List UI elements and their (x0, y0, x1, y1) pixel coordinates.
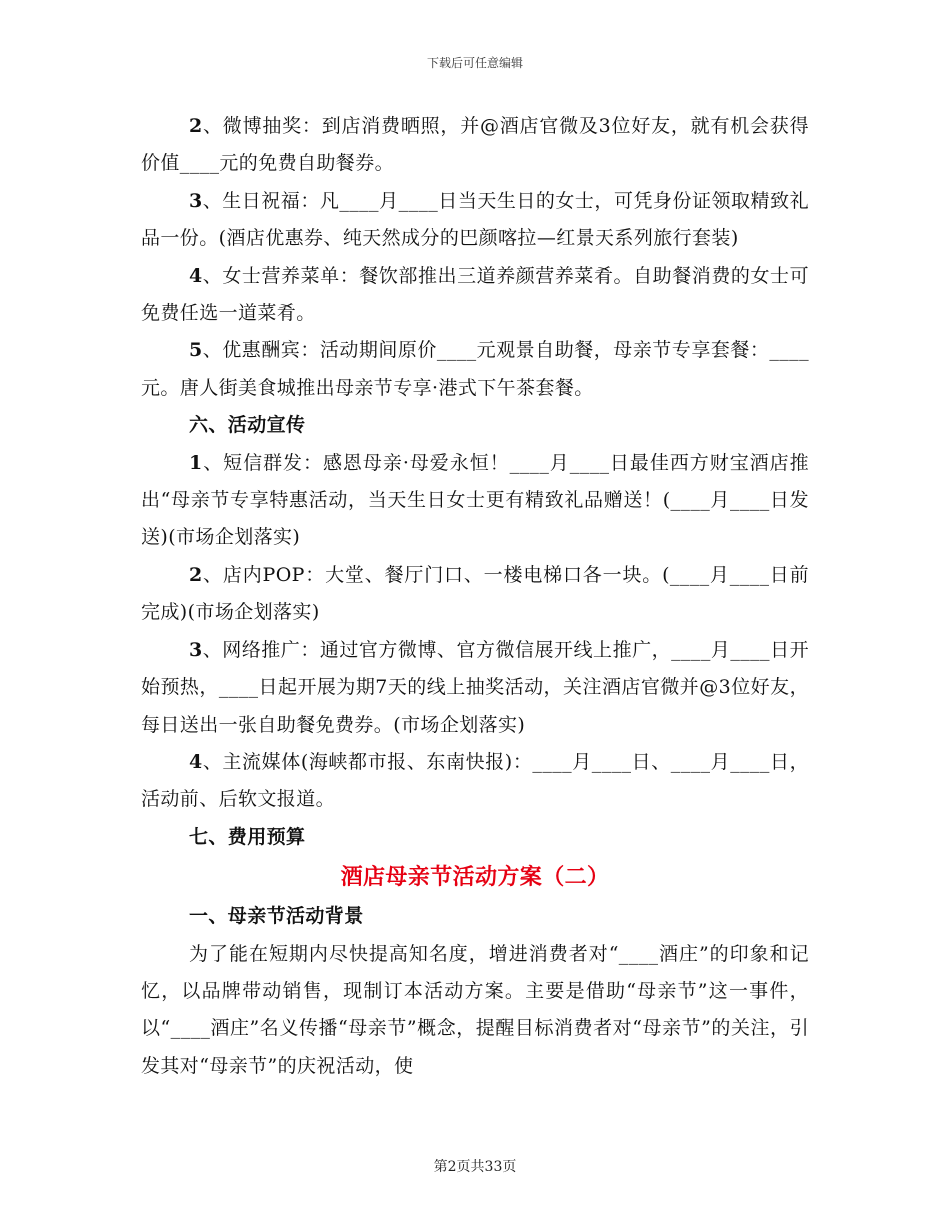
item-text: 、网络推广：通过官方微博、官方微信展开线上推广，____月____日开始预热，____日起开展为期7天的线上抽奖活动，关注酒店官微并@3位好友，每日送出一张自助餐免费券。(市场企划落实) (141, 638, 809, 736)
list-item (141, 557, 809, 632)
item-text: 、女士营养菜单：餐饮部推出三道养颜营养菜肴。自助餐消费的女士可免费任选一道菜肴。 (141, 264, 809, 325)
item-number: 4 (189, 750, 203, 773)
item-text: 、微博抽奖：到店消费晒照，并@酒店官微及3位好友，就有机会获得价值____元的免费自助餐券。 (141, 115, 809, 175)
item-number: 4 (189, 264, 203, 287)
item-text: 、短信群发：感恩母亲·母爱永恒！____月____日最佳西方财宝酒店推出“母亲节专享特惠活动，当天生日女士更有精致礼品赠送！(____月____日发送)(市场企划落实) (141, 451, 809, 549)
section-heading-background: 一、母亲节活动背景 (189, 905, 364, 928)
item-number: 3 (189, 189, 203, 212)
list-item (141, 258, 809, 333)
item-number: 1 (189, 451, 203, 474)
list-item (141, 183, 809, 258)
item-number: 2 (189, 115, 203, 137)
document-body (141, 108, 809, 1085)
item-text: 、店内POP：大堂、餐厅门口、一楼电梯口各一块。(____月____日前完成)(市场企划落实) (141, 563, 809, 624)
list-item (141, 632, 809, 744)
item-text: 、优惠酬宾：活动期间原价____元观景自助餐，母亲节专享套餐：____元。唐人街美食城推出母亲节专享·港式下午茶套餐。 (141, 339, 809, 399)
section-heading-promotion: 六、活动宣传 (189, 414, 306, 437)
list-item (141, 108, 809, 183)
list-item (141, 332, 809, 407)
item-number: 2 (189, 563, 203, 586)
list-item (141, 744, 809, 819)
item-text: 、主流媒体(海峡都市报、东南快报)：____月____日、____月____日，活动前、后软文报道。 (141, 750, 809, 811)
item-number: 3 (189, 638, 203, 661)
page-header-note: 下载后可任意编辑 (426, 56, 523, 70)
item-number: 5 (189, 339, 203, 362)
item-text: 、生日祝福：凡____月____日当天生日的女士，可凭身份证领取精致礼品一份。(酒店优惠券、纯天然成分的巴颜喀拉—红景天系列旅行套装) (141, 189, 809, 250)
section-heading-budget: 七、费用预算 (189, 825, 306, 848)
document-section-title: 酒店母亲节活动方案（二） (340, 865, 610, 891)
body-paragraph: 为了能在短期内尽快提高知名度，增进消费者对“____酒庄”的印象和记忆，以品牌带动销售，现制订本活动方案。主要是借助“母亲节”这一事件，以“____酒庄”名义传播“母亲节”概念，提醒目标消费者对“母亲节”的关注，引发其对“母亲节”的庆祝活动，使 (141, 942, 809, 1077)
list-item (141, 445, 809, 557)
page-number-footer: 第2页共33页 (433, 1159, 517, 1175)
